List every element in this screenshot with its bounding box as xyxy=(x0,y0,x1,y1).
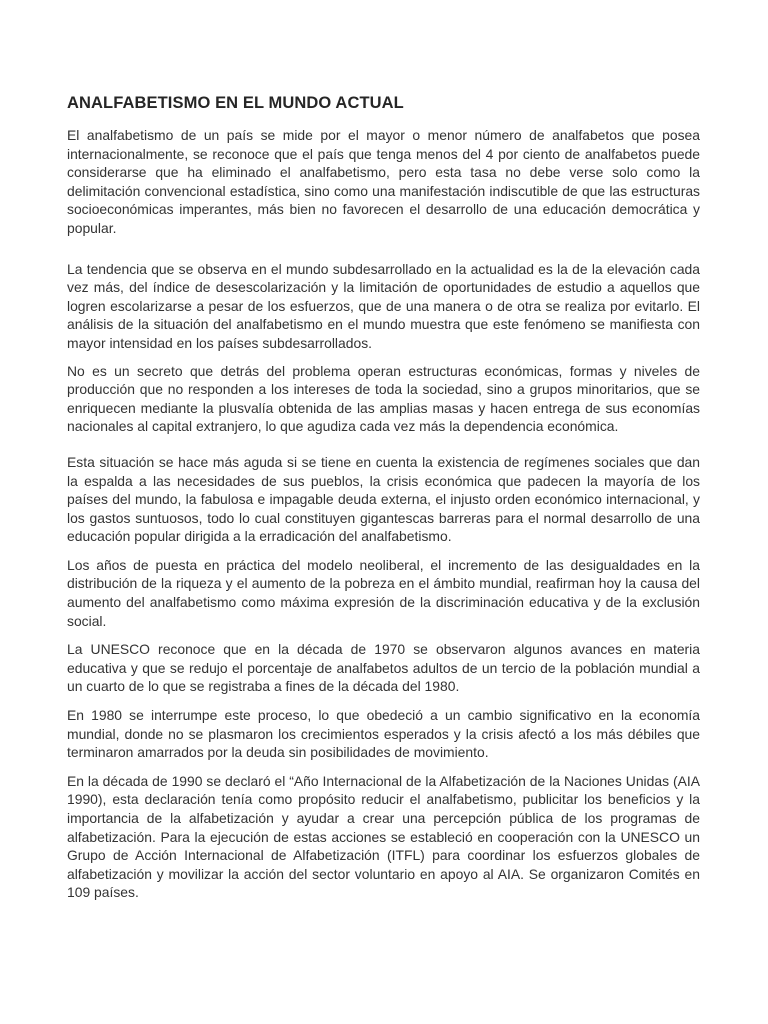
paragraph-1: El analfabetismo de un país se mide por el mayor o menor número de analfabetos que posea internacionalmente, se reconoce que el país que tenga menos del 4 por ciento de analfabetos puede considerarse que ha eliminado el analfabetismo, pero esta tasa no debe verse solo como la delimitación convencional estadística, sino como una manifestación indiscutible de que las estructuras socioeconómicas imperantes, más bien no favorecen el desarrollo de una educación democrática y popular. xyxy=(67,127,700,236)
paragraph-4: Esta situación se hace más aguda si se tiene en cuenta la existencia de regímenes sociales que dan la espalda a las necesidades de sus pueblos, la crisis económica que padecen la mayoría de los países del mundo, la fabulosa e impagable deuda externa, el injusto orden económico internacional, y los gastos suntuosos, todo lo cual constituyen gigantescas barreras para el normal desarrollo de una educación popular dirigida a la erradicación del analfabetismo. xyxy=(67,453,700,545)
document-page xyxy=(67,92,700,902)
paragraph-5: Los años de puesta en práctica del modelo neoliberal, el incremento de las desigualdades en la distribución de la riqueza y el aumento de la pobreza en el ámbito mundial, reafirman hoy la causa del aumento del analfabetismo como máxima expresión de la discriminación educativa y de la exclusión social. xyxy=(67,556,700,629)
document-title: ANALFABETISMO EN EL MUNDO ACTUAL xyxy=(67,94,404,112)
paragraph-8: En la década de 1990 se declaró el “Año Internacional de la Alfabetización de la Naciones Unidas (AIA 1990), esta declaración tenía como propósito reducir el analfabetismo, publicitar los beneficios y la importancia de la alfabetización y ayudar a crear una percepción pública de los programas de alfabetización. Para la ejecución de estas acciones se estableció en cooperación con la UNESCO un Grupo de Acción Internacional de Alfabetización (ITFL) para coordinar los esfuerzos globales de alfabetización y movilizar la acción del sector voluntario en apoyo al AIA. Se organizaron Comités en 109 países. xyxy=(67,772,700,901)
paragraph-2: La tendencia que se observa en el mundo subdesarrollado en la actualidad es la de la elevación cada vez más, del índice de desescolarización y la limitación de oportunidades de estudio a aquellos que logren escolarizarse a pesar de los esfuerzos, que de una manera o de otra se realiza por evitarlo. El análisis de la situación del analfabetismo en el mundo muestra que este fenómeno se manifiesta con mayor intensidad en los países subdesarrollados. xyxy=(67,260,700,351)
paragraph-6: La UNESCO reconoce que en la década de 1970 se observaron algunos avances en materia educativa y que se redujo el porcentaje de analfabetos adultos de un tercio de la población mundial a un cuarto de lo que se registraba a fines de la década del 1980. xyxy=(67,641,700,695)
paragraph-7: En 1980 se interrumpe este proceso, lo que obedeció a un cambio significativo en la economía mundial, donde no se plasmaron los crecimientos esperados y la crisis afectó a los más débiles que terminaron amarrados por la deuda sin posibilidades de movimiento. xyxy=(67,707,700,761)
paragraph-3: No es un secreto que detrás del problema operan estructuras económicas, formas y niveles de producción que no responden a los intereses de toda la sociedad, sino a grupos minoritarios, que se enriquecen mediante la plusvalía obtenida de las amplias masas y hacen entrega de sus economías nacionales al capital extranjero, lo que agudiza cada vez más la dependencia económica. xyxy=(67,362,700,435)
